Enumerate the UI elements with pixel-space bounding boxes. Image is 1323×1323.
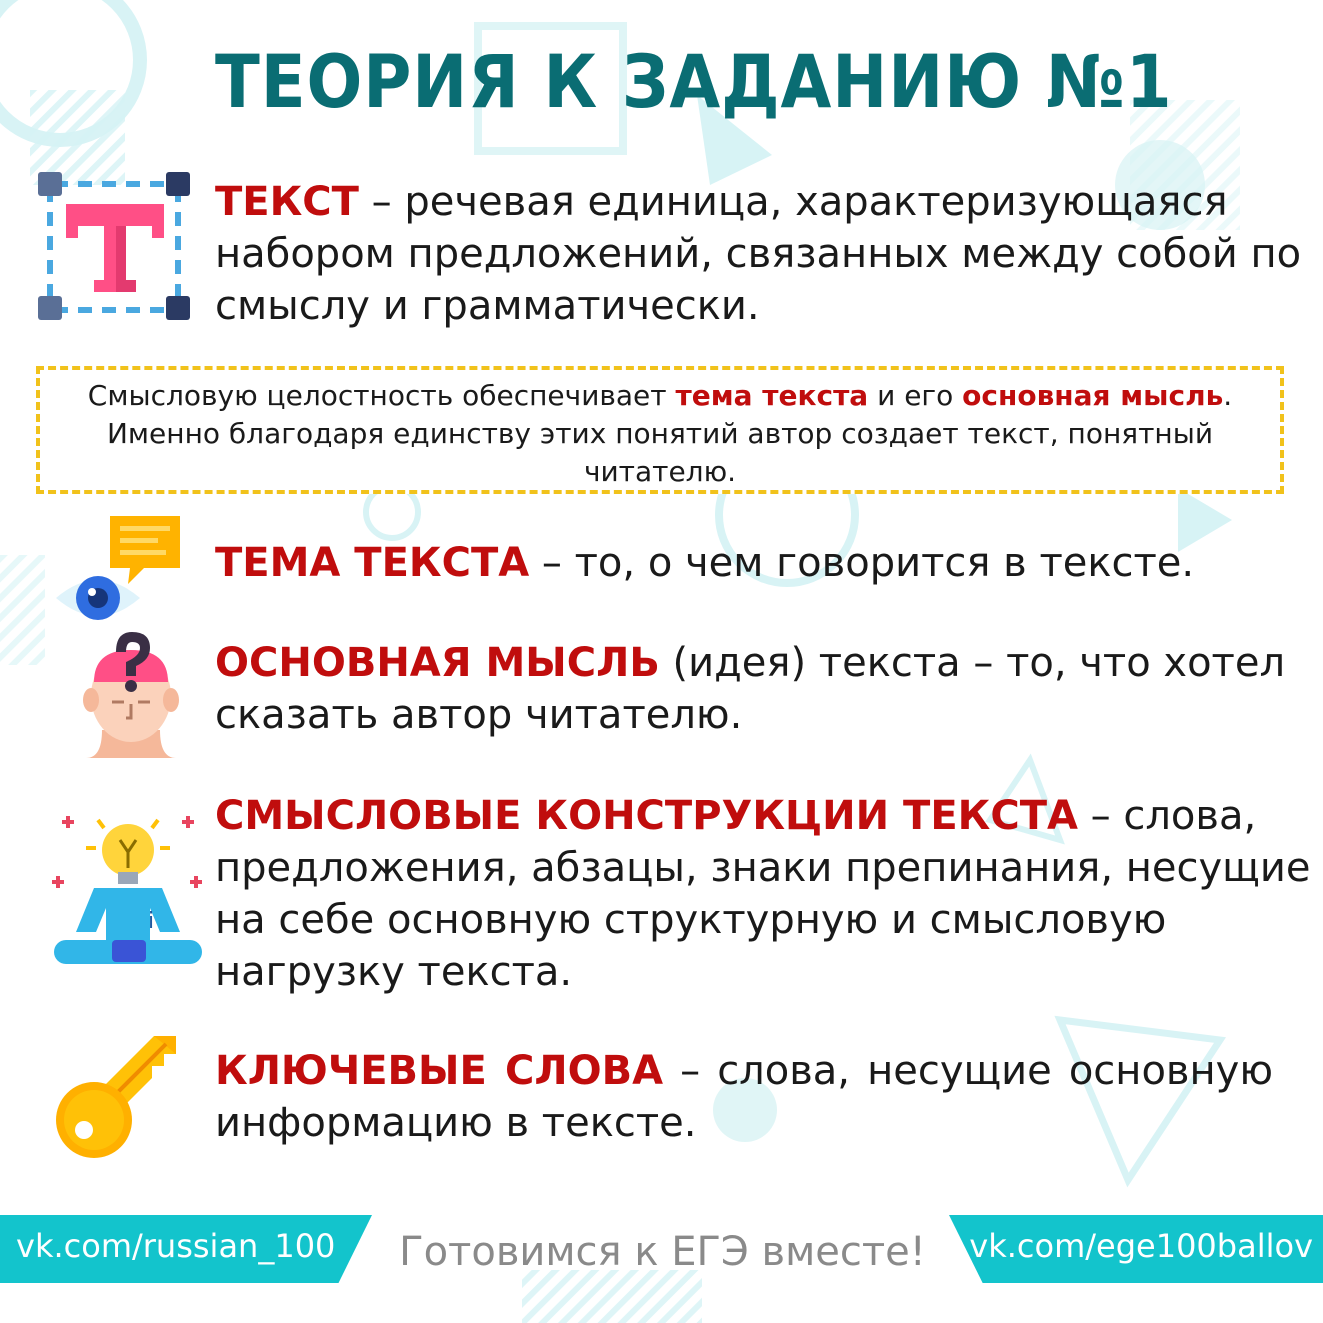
note-box [36,366,1284,494]
term-theme: ТЕМА ТЕКСТА [215,540,530,586]
svg-text:i: i [148,909,155,934]
note-part-1: Смысловую целостность обеспечивает [87,379,676,412]
definition-theme [215,537,1315,589]
definition-keywords-body: – слова, несущие основную информацию в тексте. [215,1048,1273,1146]
note-highlight-theme: тема текста [675,379,869,412]
term-constructions: СМЫСЛОВЫЕ КОНСТРУКЦИИ ТЕКСТА [215,793,1078,839]
footer [0,1215,1323,1283]
definition-main-idea [215,637,1315,741]
footer-right-link[interactable]: vk.com/ege100ballov [969,1227,1313,1265]
definition-text [215,176,1315,332]
page-title: ТЕОРИЯ К ЗАДАНИЮ №1 [215,40,1173,125]
bg-striped-side [0,555,45,665]
eye-speech-bubble-icon [52,512,184,624]
term-main-idea: ОСНОВНАЯ МЫСЛЬ [215,640,660,686]
meditating-lightbulb-icon [52,810,204,970]
note-part-3: . Именно благодаря единству этих понятий автор создает текст, понятный читателю. [106,379,1233,488]
definition-theme-body: – то, о чем говорится в тексте. [529,540,1195,586]
note-part-2: и его [868,379,963,412]
note-highlight-main-idea: основная мысль [962,379,1224,412]
definition-keywords [215,1045,1273,1149]
text-tool-icon [36,170,194,325]
definition-main-idea-body: (идея) текста – то, что хотел сказать автор читателю. [215,640,1286,738]
definition-text-body: – речевая единица, характеризующаяся набором предложений, связанных между собой по смыслу и грамматически. [215,179,1302,329]
key-icon [54,1032,180,1160]
term-text: ТЕКСТ [215,179,359,225]
term-keywords: КЛЮЧЕВЫЕ СЛОВА [215,1048,664,1094]
head-question-icon [78,630,184,758]
definition-constructions [215,790,1315,998]
footer-left-link[interactable]: vk.com/russian_100 [16,1227,336,1265]
definition-constructions-body: – слова, предложения, абзацы, знаки препинания, несущие на себе основную структурную и смысловую нагрузку текста. [215,793,1311,995]
footer-slogan: Готовимся к ЕГЭ вместе! [399,1229,926,1275]
